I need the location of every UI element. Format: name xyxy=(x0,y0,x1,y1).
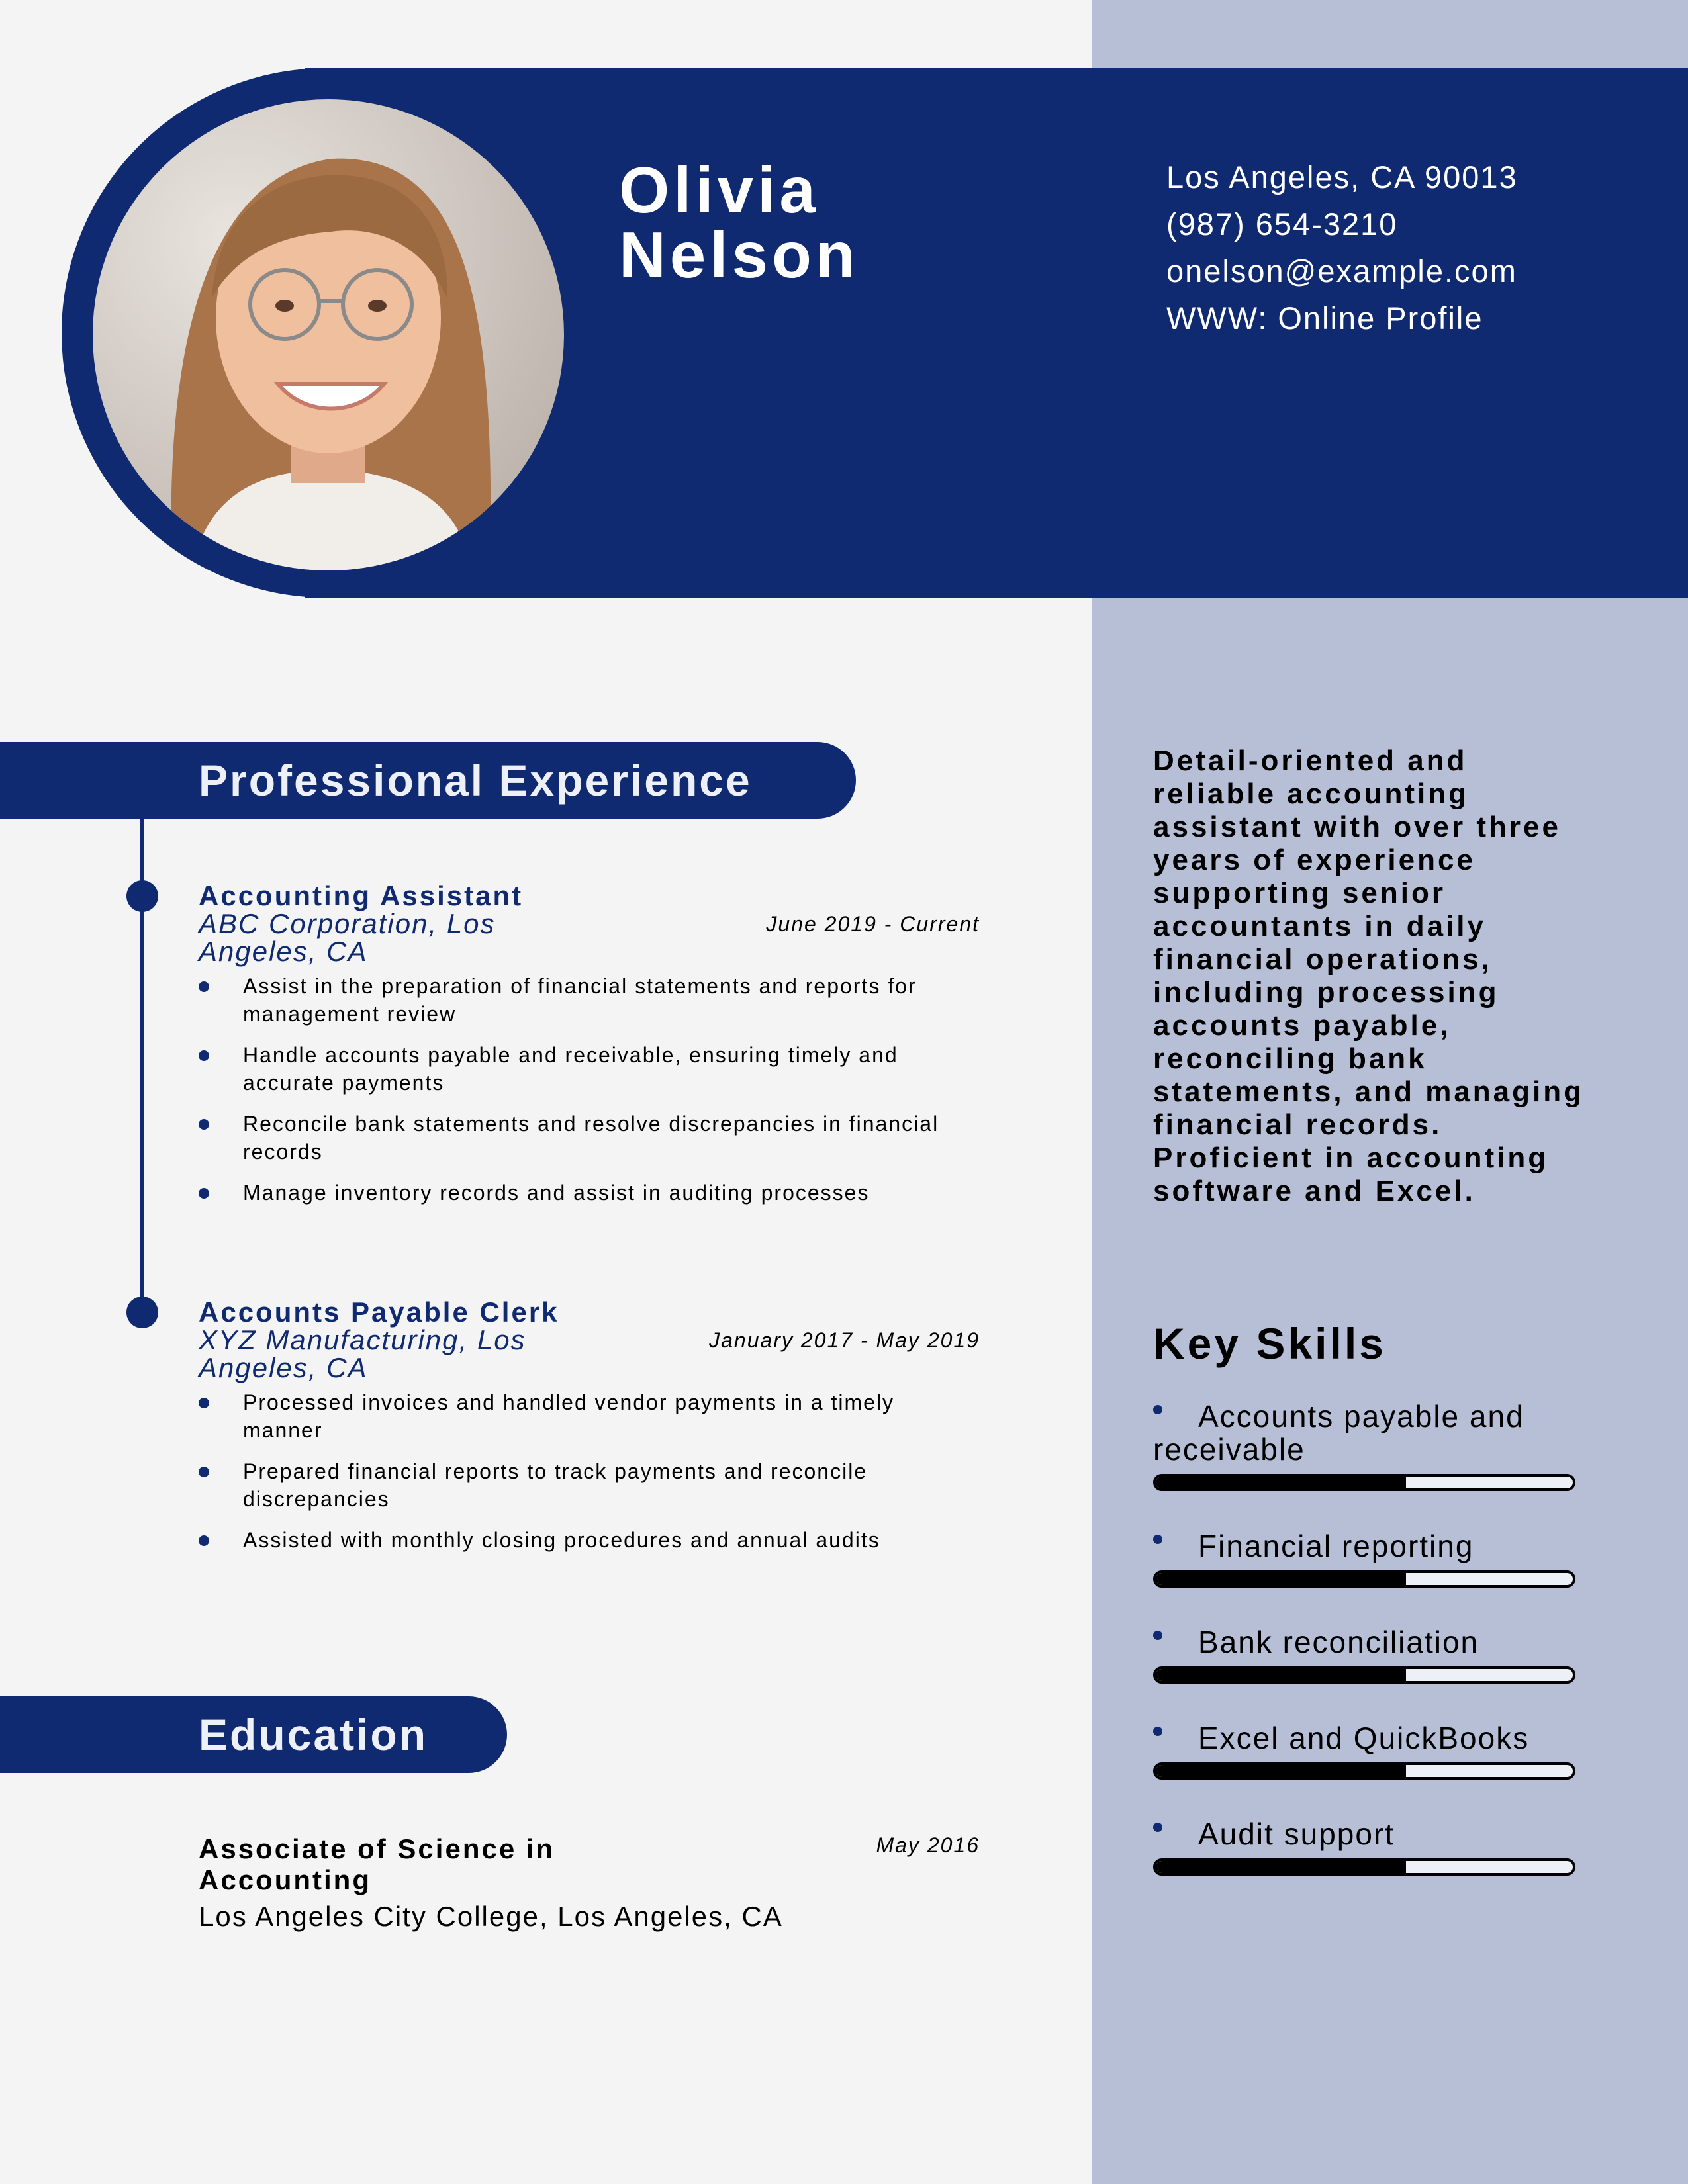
list-item: Assist in the preparation of financial statements and reports for management review xyxy=(199,972,980,1028)
list-item: Prepared financial reports to track payments and reconcile discrepancies xyxy=(199,1457,980,1513)
skill-item xyxy=(1153,1721,1577,1780)
job-bullets xyxy=(199,1388,980,1554)
contact-phone: (987) 654-3210 xyxy=(1166,206,1398,242)
skill-level-fill xyxy=(1156,1573,1406,1585)
contact-email[interactable]: onelson@example.com xyxy=(1166,253,1517,289)
skill-level-bar xyxy=(1153,1474,1575,1491)
contact-address: Los Angeles, CA 90013 xyxy=(1166,159,1518,195)
bullet-icon xyxy=(199,1050,209,1061)
job-dates: January 2017 - May 2019 xyxy=(709,1328,980,1352)
skill-level-fill xyxy=(1156,1765,1406,1777)
skill-level-bar xyxy=(1153,1666,1575,1684)
education-degree: Associate of Science in Accounting xyxy=(199,1833,555,1895)
job-company: XYZ Manufacturing, Los Angeles, CA xyxy=(199,1324,526,1383)
profile-photo xyxy=(93,99,564,570)
job-title: Accounts Payable Clerk xyxy=(199,1297,559,1328)
bullet-icon xyxy=(1153,1405,1162,1414)
bullet-icon xyxy=(199,1398,209,1408)
first-name: Olivia xyxy=(619,154,820,226)
skill-item xyxy=(1153,1625,1577,1684)
list-item: Reconcile bank statements and resolve discrepancies in financial records xyxy=(199,1110,980,1165)
last-name: Nelson xyxy=(619,218,859,291)
bullet-icon xyxy=(1153,1727,1162,1736)
skill-label: Audit support xyxy=(1198,1817,1395,1851)
job-entry xyxy=(199,882,980,1220)
bullet-icon xyxy=(1153,1823,1162,1832)
skill-level-bar xyxy=(1153,1570,1575,1588)
bullet-icon xyxy=(199,1119,209,1130)
contact-website[interactable]: WWW: Online Profile xyxy=(1166,300,1483,336)
candidate-name xyxy=(619,154,859,291)
bullet-icon xyxy=(199,1535,209,1546)
job-bullets xyxy=(199,972,980,1206)
job-title: Accounting Assistant xyxy=(199,880,524,911)
skill-level-fill xyxy=(1156,1477,1406,1488)
skill-item xyxy=(1153,1400,1577,1491)
bullet-icon xyxy=(199,981,209,992)
skill-level-fill xyxy=(1156,1861,1406,1873)
skill-label: Bank reconciliation xyxy=(1198,1625,1479,1659)
bullet-icon xyxy=(1153,1535,1162,1544)
bullet-icon xyxy=(199,1467,209,1477)
bullet-icon xyxy=(199,1188,209,1199)
list-item: Assisted with monthly closing procedures and annual audits xyxy=(199,1526,980,1554)
job-dates: June 2019 - Current xyxy=(766,912,980,936)
skill-label: Financial reporting xyxy=(1198,1529,1474,1563)
professional-summary: Detail-oriented and reliable accounting assistant with over three years of experience supporting senior accountants in daily financial operations, including processing accounts payable, reconciling bank statements, and managing financial records. Proficient in accounting software and Excel. xyxy=(1153,745,1585,1207)
list-item: Manage inventory records and assist in auditing processes xyxy=(199,1179,980,1206)
contact-info xyxy=(1166,154,1518,341)
list-item: Handle accounts payable and receivable, ensuring timely and accurate payments xyxy=(199,1041,980,1097)
timeline-dot xyxy=(126,880,158,912)
skill-level-bar xyxy=(1153,1858,1575,1876)
timeline-dot xyxy=(126,1297,158,1328)
skill-level-fill xyxy=(1156,1669,1406,1681)
skill-label: Excel and QuickBooks xyxy=(1198,1721,1530,1755)
bullet-icon xyxy=(1153,1631,1162,1640)
education-heading: Education xyxy=(0,1696,507,1773)
education-date: May 2016 xyxy=(876,1833,980,1857)
list-item: Processed invoices and handled vendor payments in a timely manner xyxy=(199,1388,980,1444)
job-entry xyxy=(199,1298,980,1567)
education-school: Los Angeles City College, Los Angeles, CA xyxy=(199,1901,783,1932)
skill-item xyxy=(1153,1817,1577,1876)
education-entry xyxy=(199,1833,980,1935)
skill-item xyxy=(1153,1529,1577,1588)
job-company: ABC Corporation, Los Angeles, CA xyxy=(199,908,496,967)
skills-heading: Key Skills xyxy=(1153,1319,1386,1368)
skill-label: Accounts payable and receivable xyxy=(1153,1399,1524,1467)
skill-level-bar xyxy=(1153,1762,1575,1780)
experience-heading: Professional Experience xyxy=(0,742,856,819)
